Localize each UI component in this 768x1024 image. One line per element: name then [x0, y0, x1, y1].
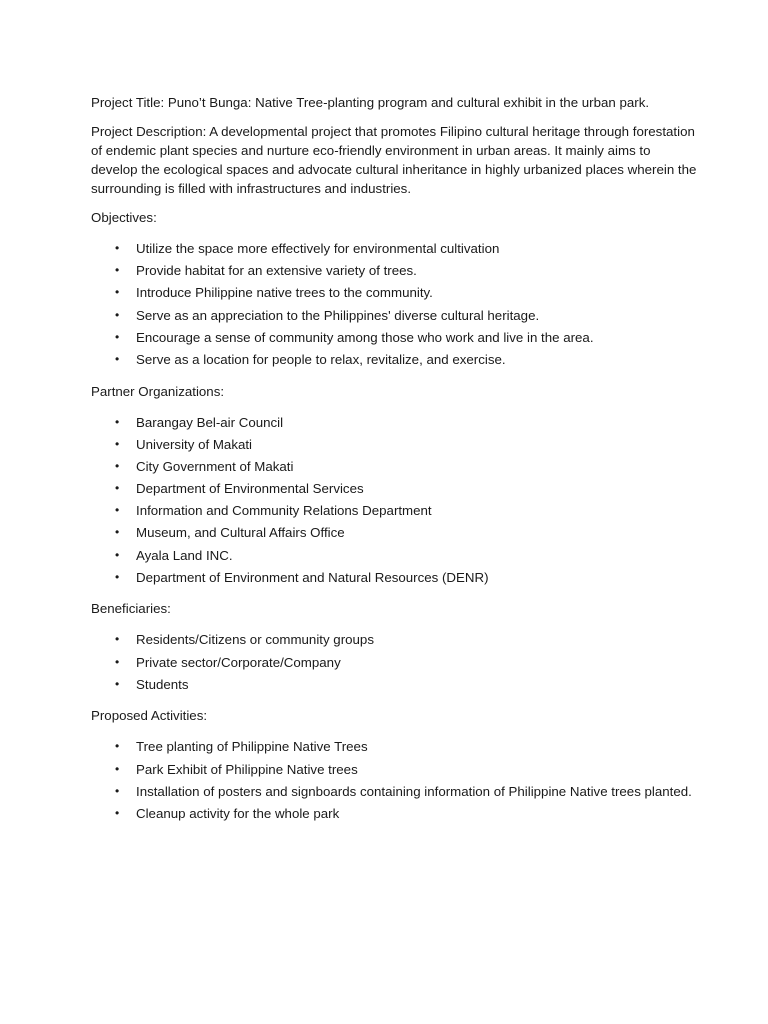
list-item-text: Provide habitat for an extensive variety of trees. [136, 263, 417, 279]
project-title: Project Title: Puno’t Bunga: Native Tree-planting program and cultural exhibit in the urban park. [91, 95, 650, 110]
list-item-text: Museum, and Cultural Affairs Office [136, 525, 345, 541]
bullet-icon: • [115, 436, 120, 451]
list-item [91, 630, 698, 651]
list-item [91, 653, 698, 674]
bullet-icon: • [115, 481, 120, 496]
list-item-text: Department of Environmental Services [136, 481, 364, 497]
bullet-icon: • [115, 525, 120, 540]
bullet-icon: • [115, 761, 120, 776]
bullet-icon: • [115, 676, 120, 691]
beneficiaries-list [91, 630, 698, 695]
bullet-icon: • [115, 263, 120, 278]
bullet-icon: • [115, 414, 120, 429]
bullet-icon: • [115, 329, 120, 344]
list-item [91, 413, 698, 434]
objectives-heading: Objectives: [91, 210, 157, 225]
list-item-text: Park Exhibit of Philippine Native trees [136, 761, 358, 777]
bullet-icon: • [115, 307, 120, 322]
bullet-icon: • [115, 351, 120, 366]
bullet-icon: • [115, 739, 120, 754]
list-item-text: Residents/Citizens or community groups [136, 632, 374, 648]
list-item [91, 568, 698, 589]
list-item-text: Serve as an appreciation to the Philippines' diverse cultural heritage. [136, 307, 540, 323]
list-item-text: City Government of Makati [136, 458, 294, 474]
activities-list [91, 737, 698, 824]
list-item-text: Department of Environment and Natural Resources (DENR) [136, 569, 489, 585]
list-item [91, 435, 698, 456]
bullet-icon: • [115, 285, 120, 300]
bullet-icon: • [115, 783, 120, 798]
list-item [91, 479, 698, 500]
list-item [91, 546, 698, 567]
list-item-text: Serve as a location for people to relax, revitalize, and exercise. [136, 351, 506, 367]
list-item [91, 675, 698, 696]
list-item [91, 328, 698, 349]
list-item-text: Ayala Land INC. [136, 547, 233, 563]
list-item-text: Utilize the space more effectively for environmental cultivation [136, 241, 500, 256]
list-item-text: Tree planting of Philippine Native Trees [136, 739, 368, 755]
bullet-icon: • [115, 503, 120, 518]
list-item [91, 239, 698, 260]
bullet-icon: • [115, 241, 120, 255]
list-item [91, 737, 698, 758]
list-item [91, 283, 698, 304]
list-item [91, 523, 698, 544]
list-item-text: Barangay Bel-air Council [136, 414, 284, 430]
bullet-icon: • [115, 805, 120, 820]
list-item [91, 457, 698, 478]
objectives-list [91, 239, 698, 371]
list-item-text: Information and Community Relations Department [136, 503, 432, 519]
bullet-icon: • [115, 632, 120, 647]
list-item [91, 350, 698, 371]
bullet-icon: • [115, 458, 120, 473]
list-item [91, 501, 698, 522]
list-item [91, 306, 698, 327]
list-item-text: Installation of posters and signboards containing information of Philippine Native trees planted. [136, 783, 692, 799]
list-item-text: Introduce Philippine native trees to the community. [136, 285, 433, 301]
activities-heading: Proposed Activities: [91, 708, 208, 724]
list-item-text: Private sector/Corporate/Company [136, 654, 341, 670]
list-item-text: University of Makati [136, 436, 253, 452]
partners-list [91, 413, 698, 589]
list-item [91, 782, 698, 803]
project-description: Project Description: A developmental project that promotes Filipino cultural heritage through forestation of endemic plant species and nurture eco-friendly environment in urban areas. It mainly aims to develop the ecological spaces and advocate cultural inheritance in highly urbanized places wherein the surrounding is filled with infrastructures and industries. [91, 124, 697, 196]
list-item-text: Encourage a sense of community among those who work and live in the area. [136, 329, 594, 345]
list-item-text: Students [136, 676, 189, 692]
partners-heading: Partner Organizations: [91, 383, 225, 399]
list-item [91, 760, 698, 781]
list-item [91, 804, 698, 825]
bullet-icon: • [115, 569, 120, 584]
beneficiaries-heading: Beneficiaries: [91, 601, 171, 617]
bullet-icon: • [115, 547, 120, 562]
bullet-icon: • [115, 654, 120, 669]
list-item-text: Cleanup activity for the whole park [136, 805, 340, 821]
list-item [91, 261, 698, 282]
